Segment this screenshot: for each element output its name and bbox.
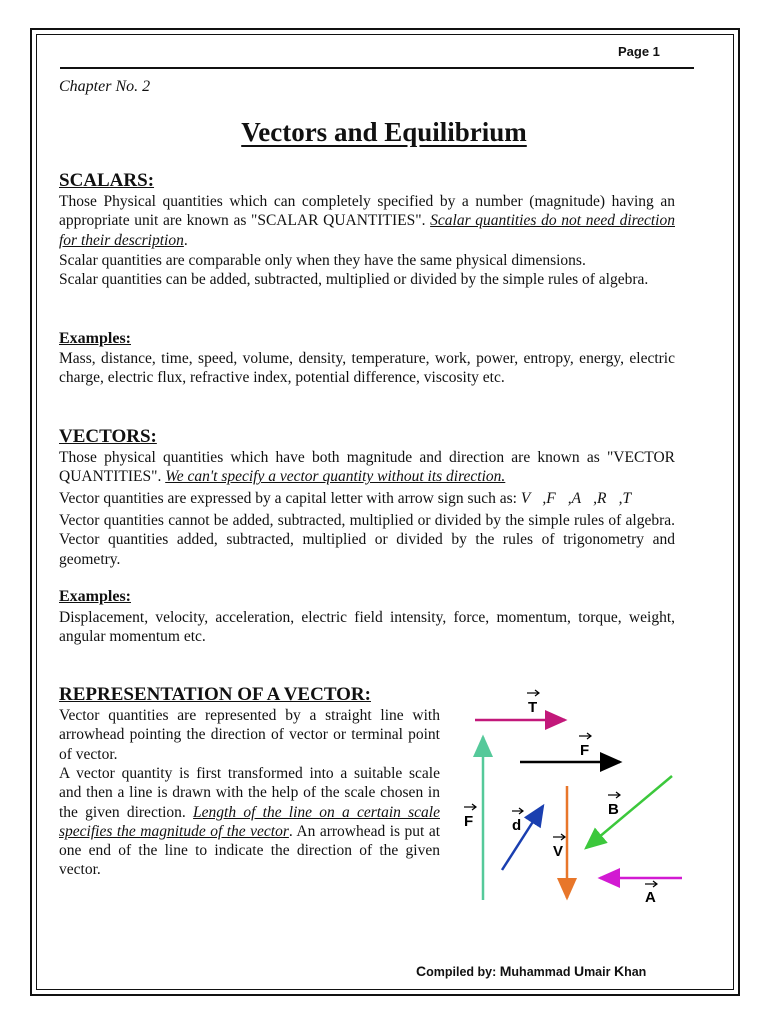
vectors-examples-heading: Examples: bbox=[59, 588, 131, 605]
page-title bbox=[0, 117, 768, 148]
vectors-notation bbox=[59, 489, 675, 508]
page-title-text: Vectors and Equilibrium bbox=[241, 117, 527, 147]
vector-f-top-label: F bbox=[580, 742, 590, 759]
page-number: Page 1 bbox=[618, 44, 660, 59]
vectors-definition-emphasis: We can't specify a vector quantity without its direction. bbox=[165, 468, 506, 486]
footer-r1: ompiled by: bbox=[426, 965, 500, 979]
representation-heading: REPRESENTATION OF A VECTOR: bbox=[59, 684, 371, 705]
footer-r3: mair bbox=[584, 965, 614, 979]
scalars-examples-heading: Examples: bbox=[59, 330, 131, 347]
scalars-examples: Mass, distance, time, speed, volume, density, temperature, work, power, entropy, energy, electric charge, electric flux, refractive index, potential difference, viscosity etc. bbox=[59, 350, 675, 387]
vector-b-arrow bbox=[586, 776, 672, 848]
scalars-heading: SCALARS: bbox=[59, 170, 155, 191]
vector-b-label: B bbox=[608, 801, 619, 818]
header-rule bbox=[60, 67, 694, 69]
vector-a-label: A bbox=[645, 889, 656, 906]
chapter-label: Chapter No. 2 bbox=[59, 78, 151, 95]
scalars-definition: Those Physical quantities which can completely specified by a number (magnitude) having an appropriate unit are known as "SCALAR QUANTITIES". Scalar quantities do not need direction for their description. bbox=[59, 193, 675, 249]
representation-para-2 bbox=[59, 764, 440, 880]
representation-para-2-text: A vector quantity is first transformed into a suitable scale and then a line is drawn with the help of the scale chosen in the given direction. bbox=[59, 765, 440, 821]
vector-t-label: T bbox=[528, 699, 538, 716]
footer-c2: M bbox=[499, 963, 512, 979]
vector-v-label: V bbox=[553, 843, 564, 860]
representation-para-1: Vector quantities are represented by a straight line with arrowhead pointing the direction of vector or terminal point of vector. bbox=[59, 707, 440, 763]
vectors-definition bbox=[59, 448, 675, 487]
vector-diagram bbox=[450, 680, 700, 915]
footer-credit bbox=[416, 963, 646, 979]
representation-para-2-emphasis: Length of the line on a certain scale specifies the magnitude of the vector bbox=[59, 803, 440, 840]
footer-c4: K bbox=[613, 963, 625, 979]
vector-d-arrow bbox=[502, 806, 543, 870]
vectors-definition-text: Those physical quantities which have both magnitude and direction are known as "VECTOR QUANTITIES". bbox=[59, 449, 675, 486]
representation-para-2-tail: . An arrowhead is put at one end of the line to indicate the direction of the given vector. bbox=[59, 822, 441, 879]
footer-r4: han bbox=[624, 965, 647, 979]
vectors-notation-symbols: V⃗,F⃗,A⃗,R⃗,T⃗ bbox=[520, 490, 644, 507]
vector-d-label: d bbox=[512, 817, 522, 834]
vectors-rules: Vector quantities cannot be added, subtracted, multiplied or divided by the simple rules of algebra. Vector quantities added, subtracted, multiplied or divided by the rules of trigonometry and geometry. bbox=[59, 512, 675, 568]
vectors-heading: VECTORS: bbox=[59, 426, 157, 447]
scalars-definition-text: Those Physical quantities which can completely specified by a number (magnitude) having an appropriate unit are known as "SCALAR QUANTITIES". bbox=[59, 193, 675, 230]
scalars-algebra: Scalar quantities can be added, subtracted, multiplied or divided by the simple rules of algebra. bbox=[59, 271, 649, 288]
vectors-examples: Displacement, velocity, acceleration, electric field intensity, force, momentum, torque, weight, angular momentum etc. bbox=[59, 609, 675, 646]
footer-c3: U bbox=[573, 963, 585, 979]
vectors-notation-text: Vector quantities are expressed by a capital letter with arrow sign such as: bbox=[59, 490, 521, 507]
scalars-comparable: Scalar quantities are comparable only when they have the same physical dimensions. bbox=[59, 252, 586, 269]
footer-c1: C bbox=[416, 963, 427, 979]
footer-r2: uhammad bbox=[511, 965, 574, 979]
vector-f-left-label: F bbox=[464, 813, 474, 830]
scalars-definition-emphasis: Scalar quantities do not need direction for their description bbox=[59, 212, 675, 249]
